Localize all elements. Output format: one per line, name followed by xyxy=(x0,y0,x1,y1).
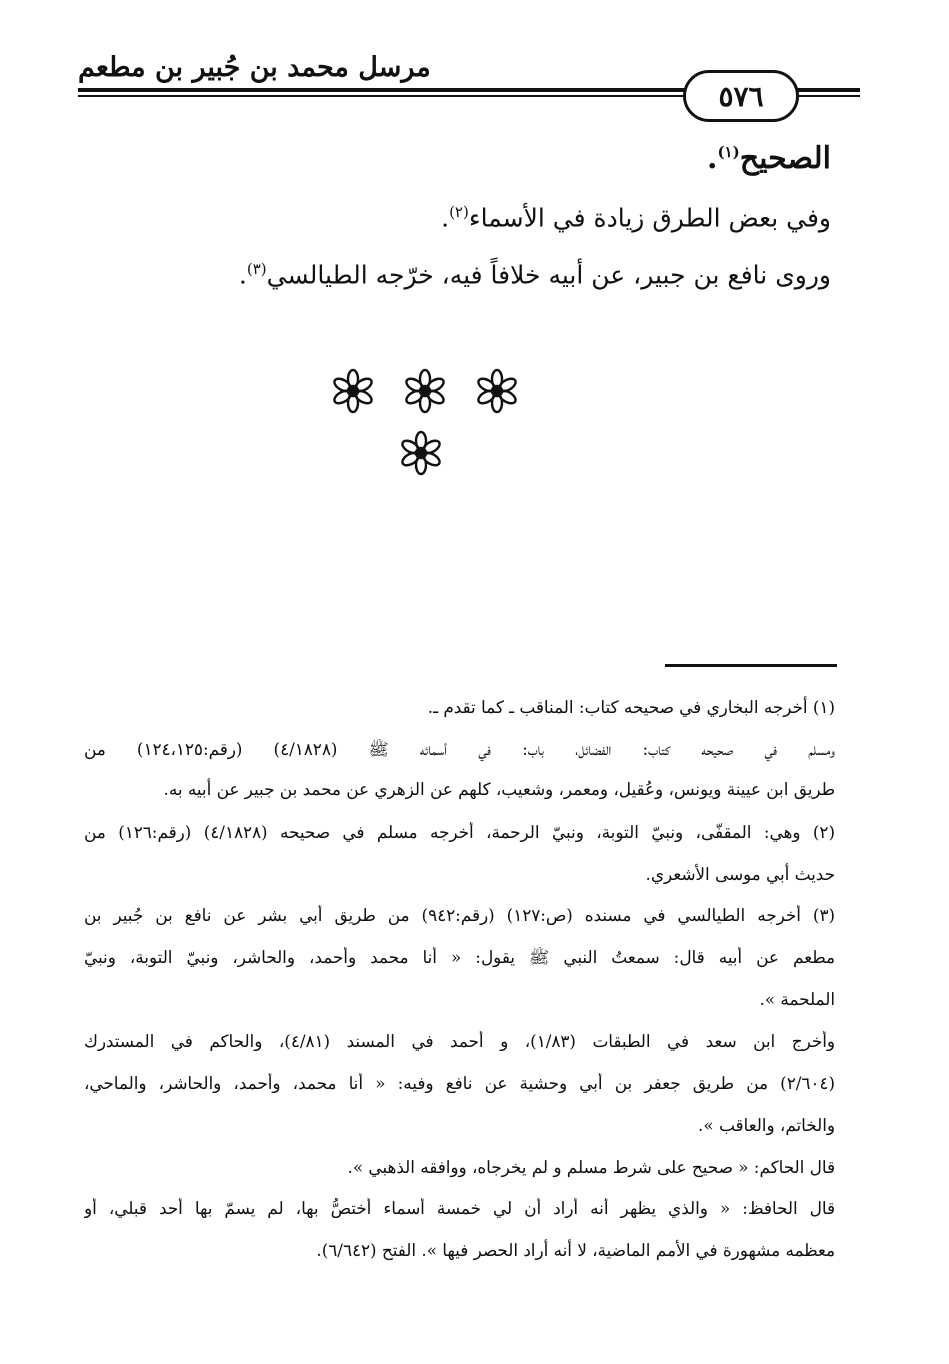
main-text: وفي بعض الطرق زيادة في الأسماء xyxy=(468,203,831,233)
punctuation: . xyxy=(706,141,718,176)
main-text-line-1 xyxy=(707,141,831,176)
footnote-line: قال الحاكم: « صحيح على شرط مسلم و لم يخرجاه، ووافقه الذهبي ». xyxy=(347,1157,835,1177)
footnote-line: الملحمة ». xyxy=(759,989,835,1009)
footnote-line: (١) أخرجه البخاري في صحيحه كتاب: المناقب ـ كما تقدم ـ. xyxy=(427,697,835,717)
footnote-separator xyxy=(665,664,837,667)
flower-ornament-icon xyxy=(398,430,444,476)
flower-ornament-icon xyxy=(474,368,520,414)
main-text: وروى نافع بن جبير، عن أبيه خلافاً فيه، خرّجه الطيالسي xyxy=(266,260,831,290)
footnote-line: معظمه مشهورة في الأمم الماضية، لا أنه أراد الحصر فيها ». الفتح (٦/٦٤٢). xyxy=(316,1240,835,1260)
footnote-ref: (٢) xyxy=(449,203,469,221)
main-text-line-2 xyxy=(441,203,831,232)
footnote-ref: (٣) xyxy=(246,260,267,278)
footnote-line: حديث أبي موسى الأشعري. xyxy=(645,864,835,884)
footnote-line: (٢) وهي: المقفّى، ونبيّ التوبة، ونبيّ الرحمة، أخرجه مسلم في صحيحه (٤/١٨٢٨) (رقم:١٢٦) من xyxy=(84,822,835,842)
footnote-line: (٣) أخرجه الطيالسي في مسنده (ص:١٢٧) (رقم:٩٤٢) من طريق أبي بشر عن نافع بن جُبير بن xyxy=(84,905,835,925)
footnote-line: وأخرج ابن سعد في الطبقات (١/٨٣)، و أحمد في المسند (٤/٨١)، والحاكم في المستدرك xyxy=(84,1031,835,1051)
section-ornament-row xyxy=(330,368,520,414)
footnote-line: مطعم عن أبيه قال: سمعتُ النبي ﷺ يقول: « أنا محمد وأحمد، والحاشر، ونبيّ التوبة، ونبيّ xyxy=(84,947,835,967)
punctuation: . xyxy=(238,260,247,290)
footnote-ref: (١) xyxy=(717,143,740,161)
main-text-line-3 xyxy=(239,260,831,289)
page-number: ٥٧٦ xyxy=(683,70,799,122)
main-text: الصحيح xyxy=(739,141,831,176)
flower-ornament-icon xyxy=(402,368,448,414)
punctuation: . xyxy=(441,203,450,233)
footnote-line: طريق ابن عيينة ويونس، وعُقيل، ومعمر، وشعيب، كلهم عن الزهري عن محمد بن جبير عن أبيه به. xyxy=(163,779,835,799)
footnote-line: والخاتم، والعاقب ». xyxy=(698,1115,835,1135)
footnote-line: (٢/٦٠٤) من طريق جعفر بن أبي وحشية عن نافع وفيه: « أنا محمد، وأحمد، والحاشر، والماحي، xyxy=(84,1073,835,1093)
footnote-line: ومسلم في صحيحه كتاب: الفضائل، باب: في أسمائه ﷺ (٤/١٨٢٨) (رقم:١٢٤،١٢٥) من xyxy=(84,739,835,759)
flower-ornament-icon xyxy=(330,368,376,414)
running-header-title: مرسل محمد بن جُبير بن مطعم xyxy=(78,52,431,83)
footnote-line: قال الحافظ: « والذي يظهر أنه أراد أن لي خمسة أسماء أختصُّ بها، لم يسمّ بها أحد قبلي، أو xyxy=(84,1198,835,1218)
